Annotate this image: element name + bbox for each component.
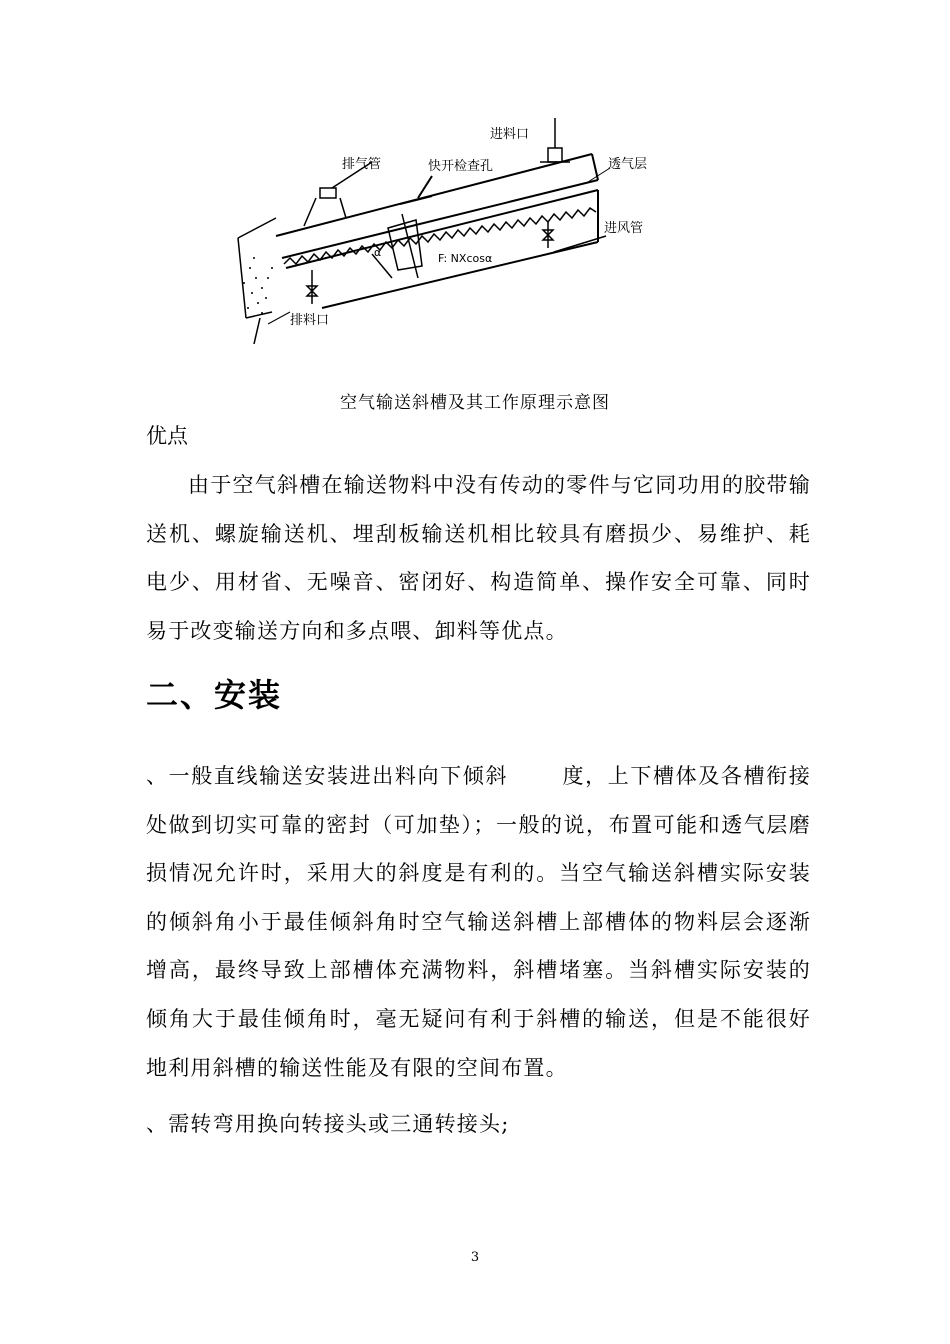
air-slide-diagram: [232, 118, 672, 350]
feed-inlet-label: 进料口: [490, 127, 530, 142]
lower-air-chamber: [286, 190, 598, 308]
installation-item-1-part-2: 度，上下槽体及各槽衔接处做到切实可靠的密封（可加垫）；一般的说，布置可能和透气层磨损情况允许时，采用大的斜度是有利的。当空气输送斜槽实际安装的倾斜角小于最佳倾斜角时空气输送斜槽上部槽体的物料层会逐渐增高，最终导致上部槽体充满物料，斜槽堵塞。当斜槽实际安装的倾角大于最佳倾角时，毫无疑问有利于斜槽的输送，但是不能很好地利用斜槽的输送性能及有限的空间布置。: [146, 764, 812, 1080]
installation-item-1-part-1: 、一般直线输送安装进出料向下倾斜: [146, 764, 509, 788]
exhaust-pipe-label: 排气管: [342, 157, 382, 172]
section-title: 二、安装: [146, 676, 283, 714]
material-pile: [243, 257, 273, 314]
air-slide-diagram-svg: [232, 118, 672, 350]
discharge-end-wall: [238, 218, 276, 344]
advantages-heading: 优点: [146, 424, 188, 448]
installation-item-1: [146, 752, 811, 1092]
permeable-layer-label: 透气层: [608, 157, 648, 172]
angle-label: α: [374, 246, 382, 259]
figure-caption: 空气输送斜槽及其工作原理示意图: [340, 393, 610, 413]
inspection-hole-label: 快开检查孔: [428, 159, 494, 174]
discharge-outlet-label: 排料口: [290, 313, 330, 328]
air-inlet-pipe-label: 进风管: [604, 221, 644, 236]
page-number: 3: [470, 1250, 480, 1265]
advantages-paragraph: 由于空气斜槽在输送物料中没有传动的零件与它同功用的胶带输送机、螺旋输送机、埋刮板输送机相比较具有磨损少、易维护、耗电少、用材省、无噪音、密闭好、构造简单、操作安全可靠、同时易于改变输送方向和多点喂、卸料等优点。: [146, 473, 811, 643]
force-formula: F: NXcosα: [438, 252, 493, 265]
installation-item-2: 、需转弯用换向转接头或三通转接头;: [146, 1112, 510, 1136]
feed-inlet: [540, 118, 570, 162]
inspection-hole: [400, 176, 432, 204]
